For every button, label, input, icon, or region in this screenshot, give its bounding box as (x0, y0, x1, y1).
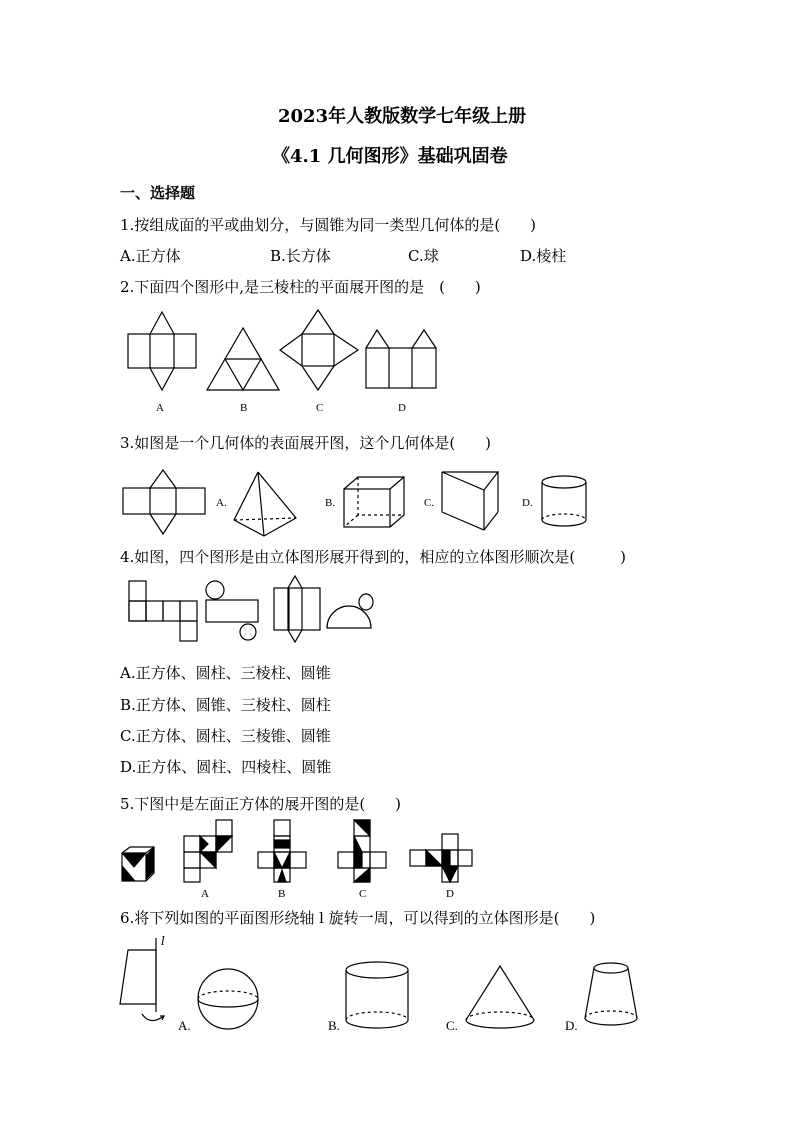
question-4-option-b: B.正方体、圆锥、三棱柱、圆柱 (120, 696, 331, 714)
question-3-cylinder-figure (540, 474, 590, 528)
question-5-stem: 5.下图中是左面正方体的展开图的是( ) (120, 795, 402, 813)
question-2-figure-c (278, 308, 360, 392)
question-5-label-d: D (446, 888, 454, 900)
question-6-label-b: B. (328, 1018, 340, 1033)
question-2-figure-a (128, 310, 198, 392)
question-3-label-a: A. (216, 497, 227, 509)
question-3-net-figure (122, 468, 206, 536)
question-2-label-c: C (316, 402, 324, 414)
question-3-label-c: C. (424, 497, 435, 509)
question-4-option-c: C.正方体、圆柱、三棱锥、圆锥 (120, 727, 331, 745)
question-2-label-a: A (156, 402, 164, 414)
question-6-label-d: D. (565, 1018, 578, 1033)
question-2-stem: 2.下面四个图形中,是三棱柱的平面展开图的是 ( ) (120, 278, 481, 296)
question-5-net-c-figure (336, 818, 388, 884)
question-1-option-c: C.球 (408, 247, 439, 265)
question-5-net-d-figure (408, 832, 474, 884)
question-3-stem: 3.如图是一个几何体的表面展开图，这个几何体是( ) (120, 434, 492, 452)
question-3-prism-figure (440, 470, 500, 532)
question-4-prism-net-figure (272, 574, 324, 644)
question-6-axis-label: l (161, 934, 165, 948)
question-1-option-b: B.长方体 (270, 247, 331, 265)
question-4-option-a: A.正方体、圆柱、三棱柱、圆锥 (120, 664, 331, 682)
question-5-cube-figure (120, 845, 156, 883)
section-heading: 一、选择题 (120, 184, 196, 202)
question-5-label-a: A (201, 888, 209, 900)
question-6-cone-figure (464, 964, 536, 1030)
question-6-label-c: C. (446, 1018, 458, 1033)
question-3-label-b: B. (325, 497, 336, 509)
question-6-cylinder-figure (344, 960, 410, 1030)
question-1-option-a: A.正方体 (120, 247, 181, 265)
doc-title: 2023年人教版数学七年级上册 (278, 106, 527, 127)
question-6-trapezoid-figure (116, 936, 176, 1028)
question-3-label-d: D. (522, 497, 533, 509)
question-6-label-a: A. (178, 1018, 191, 1033)
question-2-label-b: B (240, 402, 248, 414)
question-2-figure-d (365, 328, 437, 390)
question-3-cube-figure (342, 475, 406, 529)
question-1-stem: 1.按组成面的平或曲划分，与圆锥为同一类型几何体的是( ) (120, 216, 537, 234)
question-6-sphere-figure (196, 968, 260, 1030)
question-5-label-c: C (359, 888, 367, 900)
question-2-figure-b (205, 326, 281, 392)
question-4-cylinder-net-figure (205, 580, 259, 642)
question-4-option-d: D.正方体、圆柱、四棱柱、圆锥 (120, 758, 332, 776)
question-6-stem: 6.将下列如图的平面图形绕轴 l 旋转一周，可以得到的立体图形是( ) (120, 909, 596, 927)
question-2-label-d: D (398, 402, 406, 414)
question-5-label-b: B (278, 888, 286, 900)
question-4-cube-net-figure (128, 580, 198, 642)
question-5-net-a-figure (182, 818, 234, 884)
question-6-frustum-figure (583, 960, 639, 1030)
question-4-stem: 4.如图，四个图形是由立体图形展开得到的，相应的立体图形顺次是( ) (120, 548, 627, 566)
question-1-option-d: D.棱柱 (520, 247, 567, 265)
question-3-pyramid-figure (232, 470, 298, 538)
question-5-net-b-figure (256, 818, 308, 884)
doc-subtitle: 《4.1 几何图形》基础巩固卷 (272, 146, 508, 167)
question-4-cone-net-figure (325, 592, 377, 632)
